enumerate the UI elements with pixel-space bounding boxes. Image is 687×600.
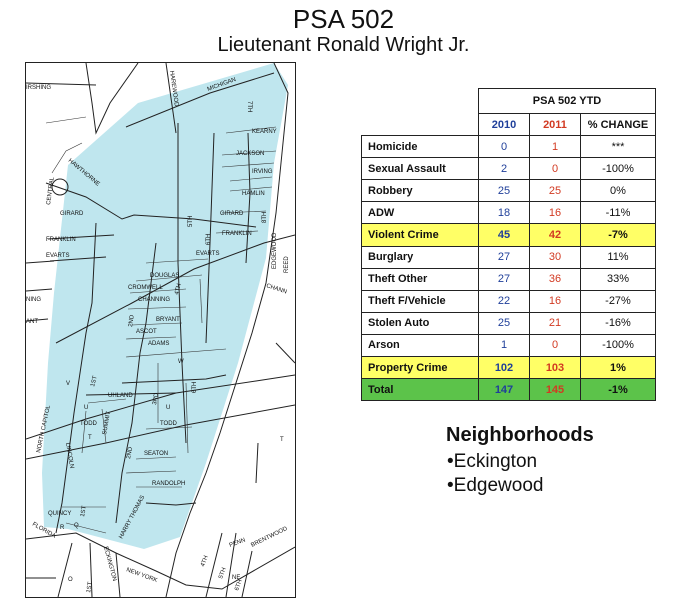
value-2010: 22 [479,290,530,312]
street-label: HAREWOOD [168,70,179,107]
psa-map-svg [26,63,295,597]
value-2010: 18 [479,202,530,224]
value-2010: 102 [479,357,530,379]
street-label: FRANKLIN [222,231,252,237]
page-title: PSA 502 [292,4,395,34]
value-2011: 21 [530,312,581,334]
table-row [362,290,656,312]
street-label: FRANKLIN [46,237,76,243]
street-label: IRVING [252,169,273,175]
street-label: GIRARD [60,211,84,217]
street-label: EVARTS [196,251,220,257]
street-label: EDGEWOOD [272,232,278,269]
street-label: CROMWELL [128,285,163,291]
value-change: -100% [581,158,656,180]
psa-area [42,63,288,549]
street-label: HAMLIN [242,191,265,197]
row-label: Sexual Assault [362,158,479,180]
street-label: IRSHING [26,85,52,91]
value-2011: 0 [530,334,581,356]
table-title-row [362,89,656,114]
street-label: RANDOLPH [152,481,186,487]
street-label: CHANNING [138,297,171,303]
value-change: 11% [581,246,656,268]
value-2010: 27 [479,268,530,290]
street-label: DOUGLAS [150,273,180,279]
value-change: *** [581,136,656,158]
value-change: 0% [581,180,656,202]
row-label: Total [362,379,479,401]
row-label: Theft Other [362,268,479,290]
crime-stats-table [361,88,656,401]
table-row [362,158,656,180]
street-label: SEATON [144,451,169,457]
value-2010: 2 [479,158,530,180]
street-label: U [166,405,171,411]
column-header-2011: 2011 [530,114,581,136]
street-label: 1ST [80,505,88,518]
street-label: NE [232,575,241,581]
table-row [362,334,656,356]
column-header-2010: 2010 [479,114,530,136]
table-row [362,180,656,202]
street-label: 5TH [188,215,194,227]
street-label: 6TH [206,233,212,245]
street-label: HAWTHORNE [66,157,101,188]
street-label: T [88,435,92,441]
total-row [362,379,656,401]
value-2010: 27 [479,246,530,268]
neighborhood-item: •Edgewood [447,475,544,496]
street-label: BRYANT [156,317,180,323]
street-label: HARRY THOMAS [118,494,147,540]
subtotal-row [362,357,656,379]
street-label: UHLAND [108,393,133,399]
street-label: 2ND [128,314,136,328]
value-2011: 1 [530,136,581,158]
street-label: ECKINGTON [102,545,118,582]
street-label: PENN [228,537,247,549]
row-label: Burglary [362,246,479,268]
street-label: KEARNY [252,129,277,135]
value-2010: 25 [479,312,530,334]
street-label: ANT [26,319,38,325]
value-change: 1% [581,357,656,379]
street-label: ASCOT [136,329,157,335]
street-label: FLORIDA [31,521,57,540]
value-2010: 45 [479,224,530,246]
value-change: 33% [581,268,656,290]
row-label: Violent Crime [362,224,479,246]
table-row [362,246,656,268]
row-label: Homicide [362,136,479,158]
street-label: 5TH [218,566,228,580]
value-change: -16% [581,312,656,334]
table-header-row [362,114,656,136]
value-2011: 16 [530,202,581,224]
table-row [362,268,656,290]
street-label: LINCOLN [64,442,75,469]
neighborhoods-heading: Neighborhoods [446,424,594,446]
street-label: EVARTS [46,253,70,259]
street-label: Q [74,523,79,529]
subtotal-row [362,224,656,246]
value-change: -1% [581,379,656,401]
street-label: 6TH [234,578,244,592]
value-2011: 30 [530,246,581,268]
street-label: ADAMS [148,341,170,347]
value-2011: 16 [530,290,581,312]
row-label: Robbery [362,180,479,202]
value-2011: 145 [530,379,581,401]
row-label: Theft F/Vehicle [362,290,479,312]
row-label: Arson [362,334,479,356]
street-label: NING [26,297,41,303]
street-label: TODD [160,421,177,427]
table-corner [362,114,479,136]
street-label: 1ST [90,375,99,388]
value-change: -100% [581,334,656,356]
value-2011: 42 [530,224,581,246]
street-label: NEW YORK [125,567,158,585]
neighborhood-item: •Eckington [447,451,538,472]
street-label: MICHIGAN [206,76,237,93]
street-label: SUMMIT [102,410,113,436]
street-label: T [280,437,284,443]
value-2011: 103 [530,357,581,379]
street-label: QUINCY [48,511,72,517]
street-label: U [84,405,89,411]
value-change: -11% [581,202,656,224]
street-label: O [68,577,73,583]
table-corner [362,89,479,114]
value-2010: 147 [479,379,530,401]
street-label: 6TH [192,381,198,393]
street-label: 4TH [174,283,183,296]
column-header-change: % CHANGE [581,114,656,136]
value-change: -7% [581,224,656,246]
street-label: W [178,359,184,365]
table-title: PSA 502 YTD [479,89,656,114]
street-label: V [66,381,71,387]
street-label: GIRARD [220,211,244,217]
street-label: CHANN [265,283,288,296]
street-label: NORTH CAPITOL [36,404,53,454]
value-2010: 0 [479,136,530,158]
row-label: Stolen Auto [362,312,479,334]
value-change: -27% [581,290,656,312]
street-label: REED [284,256,290,273]
street-label: R [60,525,65,531]
street-label: CENTRAL [46,176,56,206]
table-row [362,312,656,334]
value-2010: 25 [479,180,530,202]
page-subtitle: Lieutenant Ronald Wright Jr. [217,34,470,56]
street-label: BRENTWOOD [250,526,289,549]
street-label: 8TH [262,211,268,223]
street-label: 7TH [246,101,252,113]
value-2011: 0 [530,158,581,180]
street-label: JACKSON [236,151,265,157]
row-label: Property Crime [362,357,479,379]
street-label: 4TH [200,554,210,568]
street-label: 1ST [86,581,94,594]
psa-map [25,62,296,598]
row-label: ADW [362,202,479,224]
value-2010: 1 [479,334,530,356]
table-row [362,202,656,224]
value-2011: 36 [530,268,581,290]
value-2011: 25 [530,180,581,202]
table-row [362,136,656,158]
street-label: 2ND [126,446,135,460]
street-label: 3RD [152,392,161,406]
street-label: TODD [80,421,97,427]
